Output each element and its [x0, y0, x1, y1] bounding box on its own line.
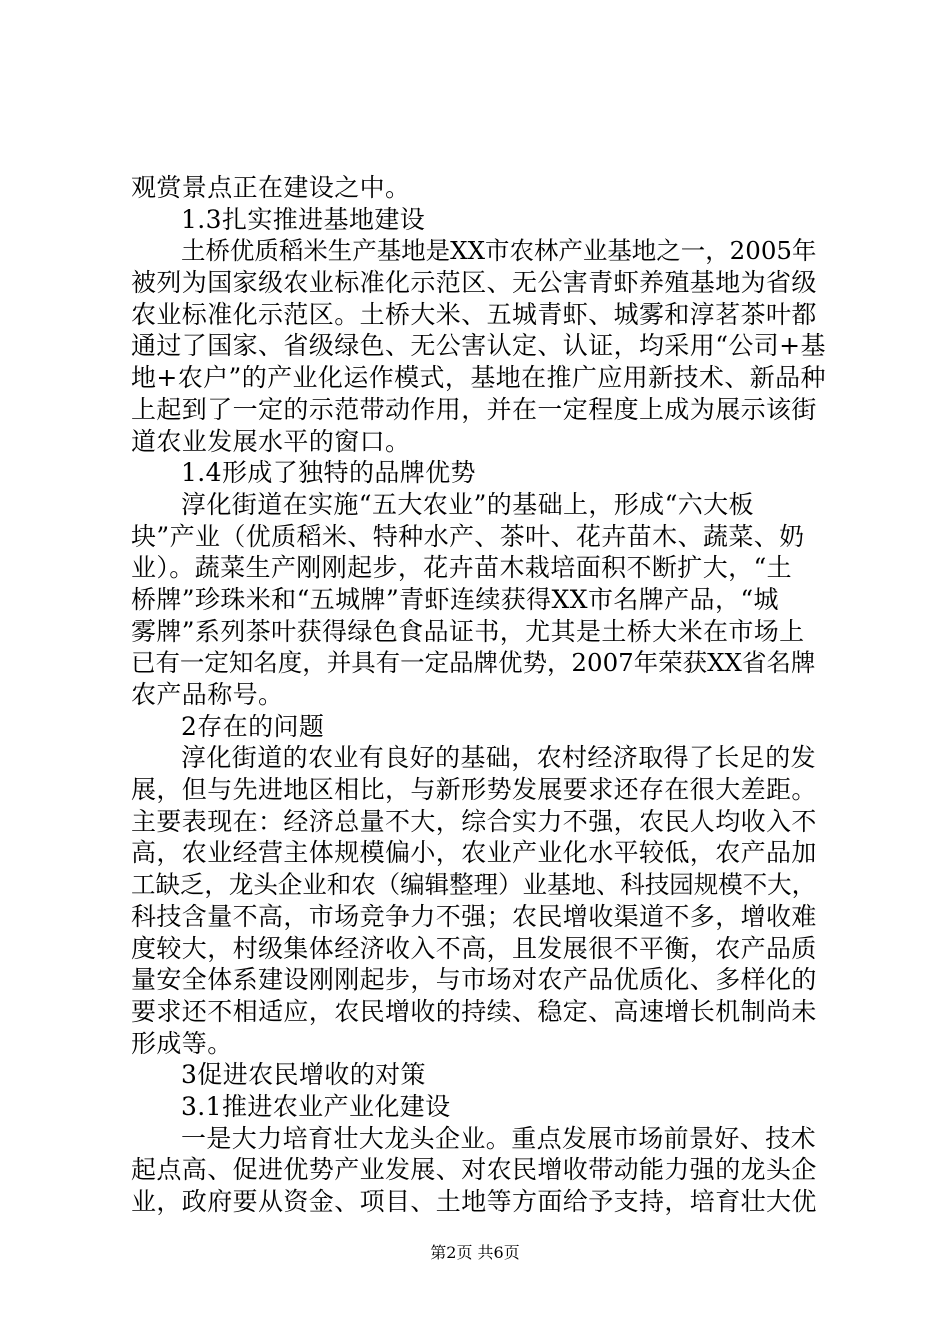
paragraph-line: 土桥优质稻米生产基地是XX市农林产业基地之一，2005年: [181, 236, 817, 266]
paragraph-line: 被列为国家级农业标准化示范区、无公害青虾养殖基地为省级: [131, 268, 817, 298]
section-heading: 3.1推进农业产业化建设: [181, 1091, 451, 1121]
paragraph-line: 地+农户”的产业化运作模式，基地在推广应用新技术、新品种: [131, 363, 826, 393]
paragraph-line: 农产品称号。: [131, 680, 284, 709]
paragraph-line: 工缺乏，龙头企业和农（编辑整理）业基地、科技园规模不大，: [131, 870, 817, 900]
document-body: [131, 172, 831, 1218]
paragraph-line: 业）。蔬菜生产刚刚起步，花卉苗木栽培面积不断扩大，“土: [131, 553, 793, 583]
paragraph-line: 量安全体系建设刚刚起步，与市场对农产品优质化、多样化的: [131, 965, 817, 995]
paragraph-line: 高，农业经营主体规模偏小，农业产业化水平较低，农产品加: [131, 838, 817, 868]
paragraph-line: 淳化街道在实施“五大农业”的基础上，形成“六大板: [181, 489, 754, 519]
paragraph-line: 起点高、促进优势产业发展、对农民增收带动能力强的龙头企: [131, 1155, 817, 1185]
paragraph-line: 已有一定知名度，并具有一定品牌优势，2007年荣获XX省名牌: [131, 648, 816, 678]
section-heading: 3促进农民增收的对策: [181, 1060, 426, 1090]
paragraph-line: 要求还不相适应，农民增收的持续、稳定、高速增长机制尚未: [131, 996, 817, 1026]
section-heading: 1.3扎实推进基地建设: [181, 204, 426, 234]
paragraph-line: 道农业发展水平的窗口。: [131, 426, 411, 456]
page-footer: 第2页 共6页: [430, 1243, 520, 1262]
paragraph-line: 上起到了一定的示范带动作用，并在一定程度上成为展示该街: [131, 394, 817, 424]
paragraph-line: 雾牌”系列茶叶获得绿色食品证书，尤其是土桥大米在市场上: [131, 616, 805, 646]
paragraph-line: 主要表现在：经济总量不大，综合实力不强，农民人均收入不: [131, 806, 817, 836]
paragraph-line: 块”产业（优质稻米、特种水产、茶叶、花卉苗木、蔬菜、奶: [131, 521, 805, 551]
section-heading: 2存在的问题: [181, 711, 325, 741]
paragraph-line: 淳化街道的农业有良好的基础，农村经济取得了长足的发: [181, 743, 817, 773]
paragraph-line: 业，政府要从资金、项目、土地等方面给予支持，培育壮大优: [131, 1187, 817, 1216]
section-heading: 1.4形成了独特的品牌优势: [181, 458, 476, 488]
paragraph-line: 一是大力培育壮大龙头企业。重点发展市场前景好、技术: [181, 1123, 817, 1153]
paragraph-line: 桥牌”珍珠米和“五城牌”青虾连续获得XX市名牌产品，“城: [131, 584, 779, 614]
paragraph-line: 展，但与先进地区相比，与新形势发展要求还存在很大差距。: [131, 775, 817, 805]
paragraph-line: 度较大，村级集体经济收入不高，且发展很不平衡，农产品质: [131, 933, 817, 963]
paragraph-line: 观赏景点正在建设之中。: [131, 173, 411, 202]
paragraph-line: 形成等。: [131, 1028, 233, 1058]
paragraph-line: 通过了国家、省级绿色、无公害认定、认证，均采用“公司+基: [131, 331, 826, 361]
paragraph-line: 农业标准化示范区。土桥大米、五城青虾、城雾和淳茗茶叶都: [131, 299, 817, 329]
paragraph-line: 科技含量不高，市场竞争力不强；农民增收渠道不多，增收难: [131, 901, 817, 931]
